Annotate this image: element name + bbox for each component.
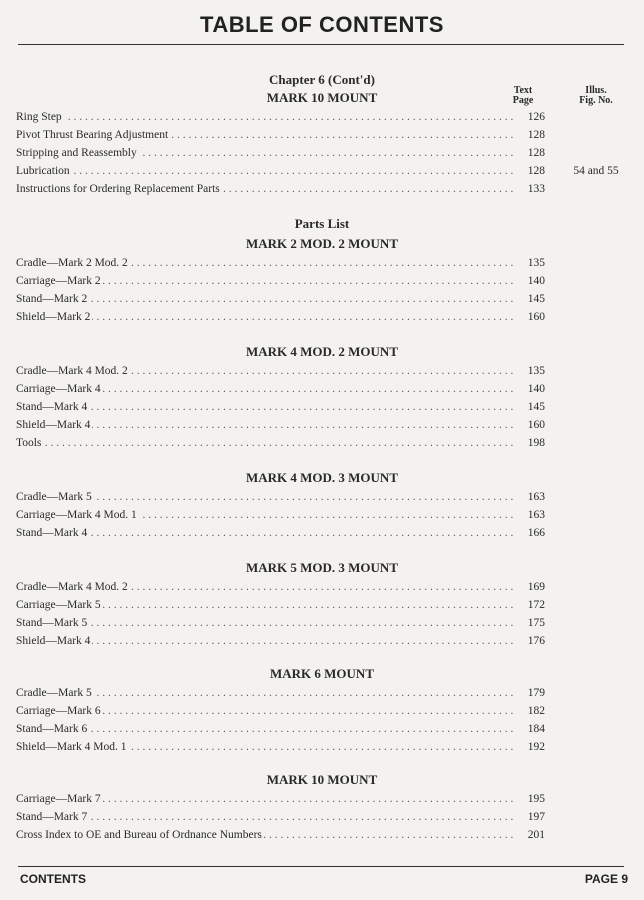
toc-entry-leader xyxy=(16,290,542,308)
toc-entry-page: 195 xyxy=(514,790,545,808)
toc-entry-page: 198 xyxy=(514,434,545,452)
toc-entry-page: 163 xyxy=(514,506,545,524)
dot-leader xyxy=(16,808,542,826)
toc-entry-leader xyxy=(16,720,542,738)
toc-entry-label: Cradle—Mark 5 xyxy=(16,491,92,503)
toc-entry-label: Stand—Mark 2 xyxy=(16,293,88,305)
toc-entry[interactable] xyxy=(16,162,619,180)
toc-entry-page: 145 xyxy=(514,398,545,416)
toc-entry[interactable] xyxy=(16,380,616,398)
footer-page-number: PAGE 9 xyxy=(584,872,628,886)
toc-entry-leader xyxy=(16,162,542,180)
toc-entry-page: 184 xyxy=(514,720,545,738)
toc-entry[interactable] xyxy=(16,308,616,326)
toc-entry-label: Pivot Thrust Bearing Adjustment xyxy=(16,129,169,141)
toc-section-mark10 xyxy=(16,770,616,844)
illus-header-line1: Illus. xyxy=(585,85,607,96)
toc-entry-label: Tools xyxy=(16,437,42,449)
toc-entry-leader xyxy=(16,808,542,826)
toc-entry[interactable] xyxy=(16,144,616,162)
toc-entry-label: Stand—Mark 5 xyxy=(16,617,88,629)
toc-entry-leader xyxy=(16,684,542,702)
toc-entry-page: 126 xyxy=(514,108,545,126)
toc-entry[interactable] xyxy=(16,578,616,596)
toc-entry-label: Cradle—Mark 5 xyxy=(16,687,92,699)
toc-entry-leader xyxy=(16,272,542,290)
toc-entry[interactable] xyxy=(16,506,616,524)
dot-leader xyxy=(16,684,542,702)
toc-entry[interactable] xyxy=(16,790,616,808)
toc-section-mark4-mod3 xyxy=(16,468,616,542)
toc-entry-leader xyxy=(16,826,542,844)
toc-entry-page: 135 xyxy=(514,362,545,380)
toc-section-chapter6 xyxy=(16,108,619,198)
section-title: MARK 4 MOD. 2 MOUNT xyxy=(245,344,398,359)
toc-entry-leader xyxy=(16,416,542,434)
illus-header-line2: Fig. No. xyxy=(579,95,613,106)
toc-entry-leader xyxy=(16,578,542,596)
toc-entry-label: Stand—Mark 7 xyxy=(16,811,88,823)
toc-entry-label: Cradle—Mark 4 Mod. 2 xyxy=(16,365,128,377)
toc-entry-label: Carriage—Mark 6 xyxy=(16,705,101,717)
toc-entry-leader xyxy=(16,632,542,650)
toc-section-mark4-mod2 xyxy=(16,342,616,452)
toc-entry[interactable] xyxy=(16,290,616,308)
toc-entry-page: 128 xyxy=(514,126,545,144)
toc-entry-leader xyxy=(16,362,542,380)
toc-entry-label: Shield—Mark 4 Mod. 1 xyxy=(16,741,127,753)
toc-entry-leader xyxy=(16,434,542,452)
toc-entry-page: 133 xyxy=(514,180,545,198)
toc-entry-page: 145 xyxy=(514,290,545,308)
toc-entry-label: Shield—Mark 2 xyxy=(16,311,91,323)
dot-leader xyxy=(16,416,542,434)
toc-entry-leader xyxy=(16,790,542,808)
toc-entry-page: 197 xyxy=(514,808,545,826)
parts-list-heading: Parts List xyxy=(294,216,350,231)
chapter-heading: Chapter 6 (Cont'd) xyxy=(269,72,375,87)
toc-entry-label: Carriage—Mark 7 xyxy=(16,793,101,805)
dot-leader xyxy=(16,488,542,506)
toc-section-mark6 xyxy=(16,664,616,756)
toc-entry-label: Instructions for Ordering Replacement Parts xyxy=(16,183,220,195)
toc-entry[interactable] xyxy=(16,108,616,126)
toc-entry-page: 166 xyxy=(514,524,545,542)
toc-entry-page: 201 xyxy=(514,826,545,844)
toc-entry-label: Cradle—Mark 4 Mod. 2 xyxy=(16,581,128,593)
illus-fig-column-header xyxy=(566,86,626,106)
toc-entry-leader xyxy=(16,524,542,542)
dot-leader xyxy=(16,398,542,416)
toc-entry-page: 176 xyxy=(514,632,545,650)
dot-leader xyxy=(16,162,542,180)
top-rule xyxy=(18,44,624,45)
section-title: MARK 2 MOD. 2 MOUNT xyxy=(245,236,398,251)
bottom-rule xyxy=(18,866,624,867)
toc-entry-leader xyxy=(16,614,542,632)
toc-entry-label: Carriage—Mark 4 Mod. 1 xyxy=(16,509,137,521)
dot-leader xyxy=(16,720,542,738)
toc-entry-page: 179 xyxy=(514,684,545,702)
toc-entry-page: 140 xyxy=(514,272,545,290)
toc-entry[interactable] xyxy=(16,808,616,826)
toc-entry-leader xyxy=(16,144,542,162)
dot-leader xyxy=(16,524,542,542)
footer-section-label: CONTENTS xyxy=(20,872,86,886)
toc-entry-page: 135 xyxy=(514,254,545,272)
toc-entry-page: 128 xyxy=(514,144,545,162)
section-title: MARK 4 MOD. 3 MOUNT xyxy=(245,470,398,485)
toc-entry-page: 169 xyxy=(514,578,545,596)
toc-entry-leader xyxy=(16,180,542,198)
toc-section-mark5-mod3 xyxy=(16,558,616,650)
toc-entry[interactable] xyxy=(16,254,616,272)
toc-entry[interactable] xyxy=(16,416,616,434)
text-page-header-line2: Page xyxy=(512,95,534,106)
section-title: MARK 10 MOUNT xyxy=(266,772,378,787)
toc-entry-page: 182 xyxy=(514,702,545,720)
toc-entry[interactable] xyxy=(16,702,616,720)
toc-entry-leader xyxy=(16,488,542,506)
toc-entry-leader xyxy=(16,738,542,756)
toc-entry[interactable] xyxy=(16,596,616,614)
toc-entry-label: Stand—Mark 4 xyxy=(16,527,88,539)
toc-entry-label: Carriage—Mark 2 xyxy=(16,275,101,287)
toc-entry-page: 192 xyxy=(514,738,545,756)
text-page-header-line1: Text xyxy=(513,85,533,96)
toc-entry[interactable] xyxy=(16,362,616,380)
chapter-subheading: MARK 10 MOUNT xyxy=(266,90,378,105)
toc-entry-leader xyxy=(16,308,542,326)
toc-entry[interactable] xyxy=(16,614,616,632)
toc-entry[interactable] xyxy=(16,826,616,844)
toc-entry-leader xyxy=(16,108,542,126)
toc-entry[interactable] xyxy=(16,684,616,702)
toc-entry-label: Stripping and Reassembly xyxy=(16,147,137,159)
toc-entry[interactable] xyxy=(16,524,616,542)
toc-entry-leader xyxy=(16,506,542,524)
toc-entry-page: 163 xyxy=(514,488,545,506)
toc-entry-page: 175 xyxy=(514,614,545,632)
toc-entry-page: 128 xyxy=(514,162,545,180)
toc-entry[interactable] xyxy=(16,126,616,144)
toc-section-mark2-mod2 xyxy=(16,234,616,326)
toc-entry[interactable] xyxy=(16,632,616,650)
toc-entry-label: Lubrication xyxy=(16,165,70,177)
toc-entry[interactable] xyxy=(16,398,616,416)
toc-entry-label: Ring Step xyxy=(16,111,62,123)
toc-entry-page: 160 xyxy=(514,308,545,326)
toc-entry-leader xyxy=(16,126,542,144)
toc-entry-leader xyxy=(16,596,542,614)
toc-entry[interactable] xyxy=(16,488,616,506)
toc-entry-label: Carriage—Mark 4 xyxy=(16,383,101,395)
dot-leader xyxy=(16,308,542,326)
dot-leader xyxy=(16,614,542,632)
toc-entry[interactable] xyxy=(16,738,616,756)
section-title: MARK 6 MOUNT xyxy=(270,666,374,681)
toc-entry[interactable] xyxy=(16,180,616,198)
toc-entry-page: 172 xyxy=(514,596,545,614)
toc-entry-leader xyxy=(16,398,542,416)
toc-entry-figure: 54 and 55 xyxy=(573,165,619,177)
dot-leader xyxy=(16,290,542,308)
toc-entry-label: Stand—Mark 6 xyxy=(16,723,88,735)
toc-entry-leader xyxy=(16,702,542,720)
dot-leader xyxy=(16,632,542,650)
toc-entry-label: Cradle—Mark 2 Mod. 2 xyxy=(16,257,128,269)
page-title: TABLE OF CONTENTS xyxy=(200,12,444,37)
text-page-column-header xyxy=(500,86,546,106)
toc-entry-page: 140 xyxy=(514,380,545,398)
dot-leader xyxy=(16,108,542,126)
toc-entry-leader xyxy=(16,380,542,398)
toc-entry-leader xyxy=(16,254,542,272)
section-title: MARK 5 MOD. 3 MOUNT xyxy=(245,560,398,575)
toc-entry[interactable] xyxy=(16,434,616,452)
toc-entry-label: Carriage—Mark 5 xyxy=(16,599,101,611)
toc-entry-label: Cross Index to OE and Bureau of Ordnance Numbers xyxy=(16,829,262,841)
toc-entry-label: Stand—Mark 4 xyxy=(16,401,88,413)
toc-entry-label: Shield—Mark 4 xyxy=(16,635,91,647)
toc-entry[interactable] xyxy=(16,720,616,738)
dot-leader xyxy=(16,434,542,452)
toc-entry[interactable] xyxy=(16,272,616,290)
toc-entry-label: Shield—Mark 4 xyxy=(16,419,91,431)
toc-entry-page: 160 xyxy=(514,416,545,434)
